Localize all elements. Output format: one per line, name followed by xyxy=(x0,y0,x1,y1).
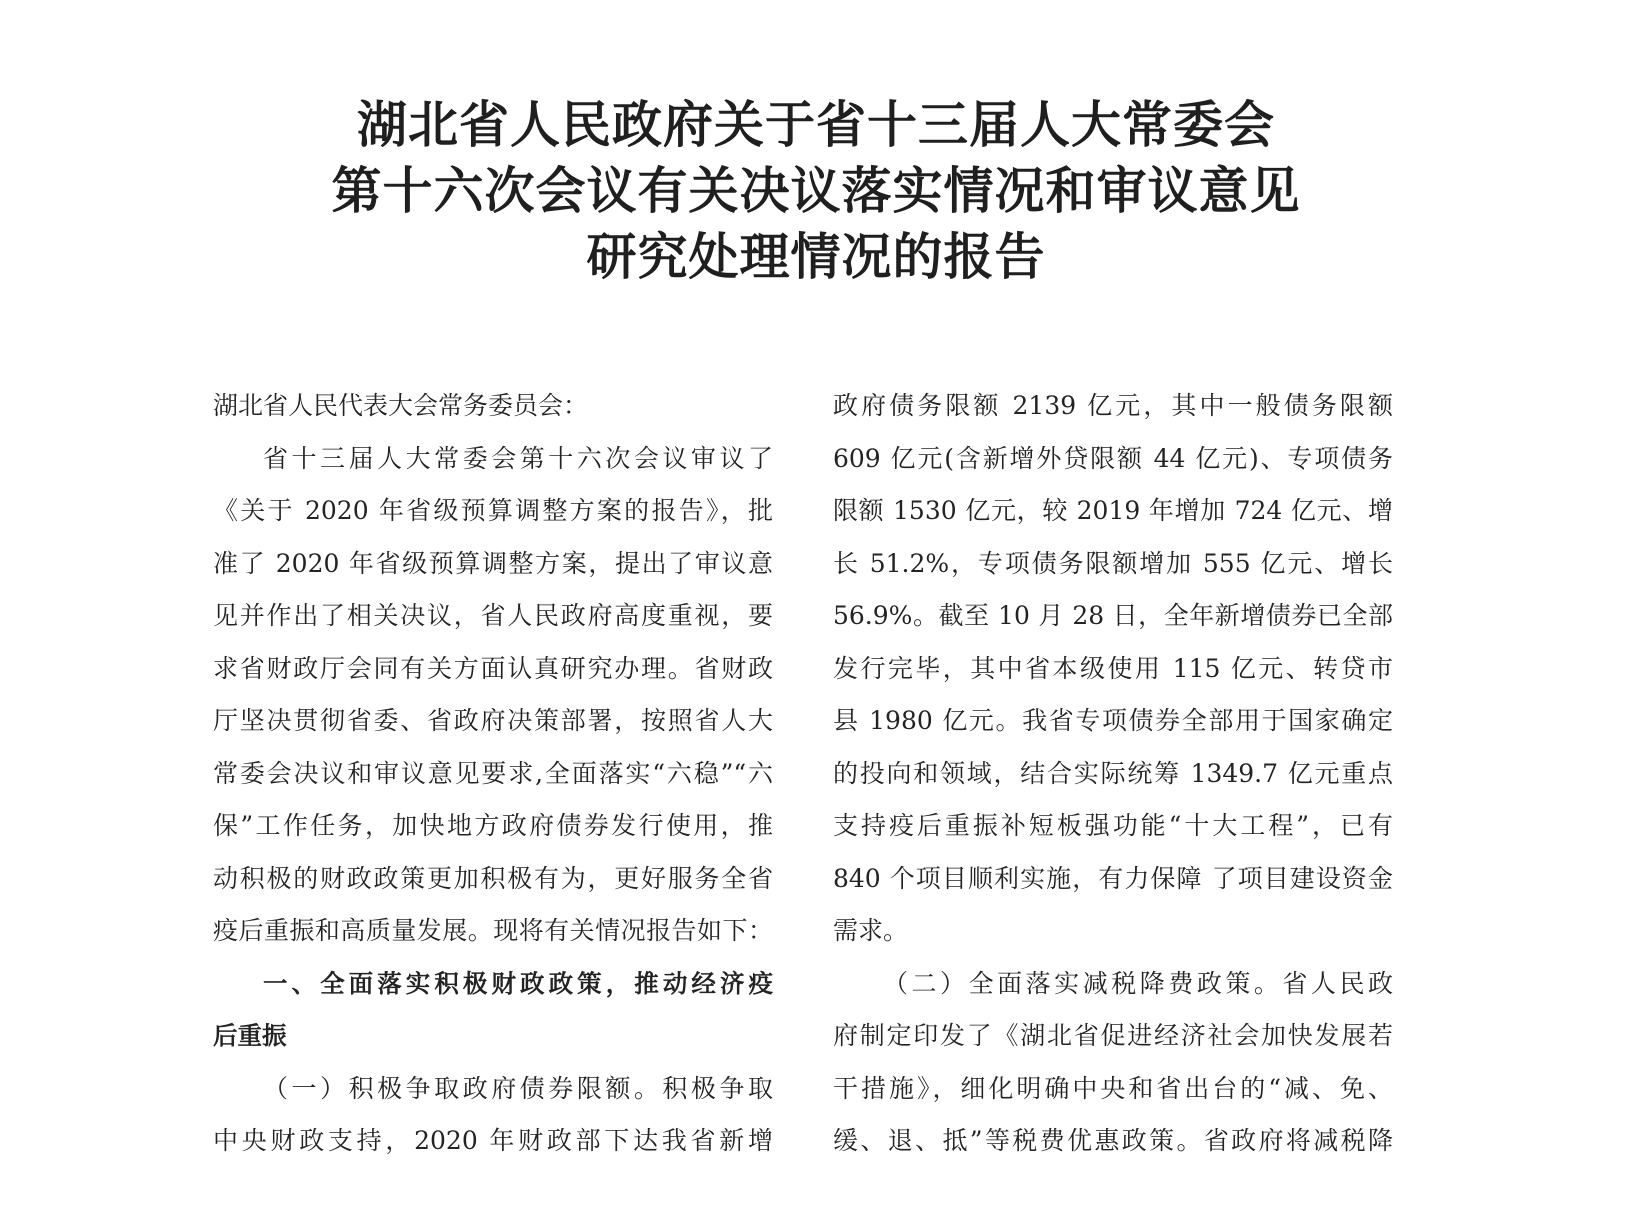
text-line: 保”工作任务，加快地方政府债券发行使用，推 xyxy=(213,811,773,840)
text-line: 840 个项目顺利实施，有力保障 了项目建设资金 xyxy=(833,863,1393,893)
text-line: 省十三届人大常委会第十六次会议审议了 xyxy=(263,443,773,473)
text-line: 准了 2020 年省级预算调整方案，提出了审议意 xyxy=(213,548,773,578)
text-line: 县 1980 亿元。我省专项债券全部用于国家确定 xyxy=(833,706,1393,735)
text-line: 限额 1530 亿元，较 2019 年增加 724 亿元、增 xyxy=(833,496,1393,525)
text-line: 厅坚决贯彻省委、省政府决策部署，按照省人大 xyxy=(213,706,773,735)
text-line: 长 51.2%，专项债务限额增加 555 亿元、增长 xyxy=(833,548,1393,578)
text-line: 见并作出了相关决议，省人民政府高度重视，要 xyxy=(213,601,773,630)
section-heading: 一、全面落实积极财政政策，推动经济疫 xyxy=(263,968,773,998)
title-line-2: 第十六次会议有关决议落实情况和审议意见 xyxy=(331,161,1301,220)
text-line: 支持疫后重振补短板强功能“十大工程”，已有 xyxy=(833,811,1393,840)
text-line: 缓、退、抵”等税费优惠政策。省政府将减税降 xyxy=(833,1126,1393,1155)
text-line: 求省财政厅会同有关方面认真研究办理。省财政 xyxy=(213,653,773,683)
right-column xyxy=(833,380,1393,1168)
text-line: 动积极的财政政策更加积极有为，更好服务全省 xyxy=(213,863,773,893)
report-title xyxy=(0,92,1632,290)
text-line: （二）全面落实减税降费政策。省人民政 xyxy=(883,968,1393,998)
text-line: （一）积极争取政府债券限额。积极争取 xyxy=(263,1073,773,1103)
text-line: 常委会决议和审议意见要求,全面落实“六稳”“六 xyxy=(213,758,773,788)
salutation: 湖北省人民代表大会常务委员会： xyxy=(213,391,589,420)
title-line-1: 湖北省人民政府关于省十三届人大常委会 xyxy=(357,95,1275,154)
text-line: 府制定印发了《湖北省促进经济社会加快发展若 xyxy=(833,1021,1393,1050)
text-line: 需求。 xyxy=(833,916,909,945)
text-line: 政府债务限额 2139 亿元，其中一般债务限额 xyxy=(833,391,1393,420)
text-line: 《关于 2020 年省级预算调整方案的报告》，批 xyxy=(213,496,773,525)
section-heading: 后重振 xyxy=(213,1021,287,1050)
text-line: 干措施》，细化明确中央和省出台的“减、免、 xyxy=(833,1073,1393,1103)
title-line-3: 研究处理情况的报告 xyxy=(586,227,1046,286)
text-line: 56.9%。截至 10 月 28 日，全年新增债券已全部 xyxy=(833,601,1393,630)
text-line: 发行完毕，其中省本级使用 115 亿元、转贷市 xyxy=(833,653,1393,683)
text-line: 的投向和领域，结合实际统筹 1349.7 亿元重点 xyxy=(833,758,1393,788)
text-line: 疫后重振和高质量发展。现将有关情况报告如下： xyxy=(213,916,773,945)
text-line: 609 亿元(含新增外贷限额 44 亿元)、专项债务 xyxy=(833,443,1393,473)
text-line: 中央财政支持，2020 年财政部下达我省新增 xyxy=(213,1126,773,1155)
left-column xyxy=(213,380,773,1168)
